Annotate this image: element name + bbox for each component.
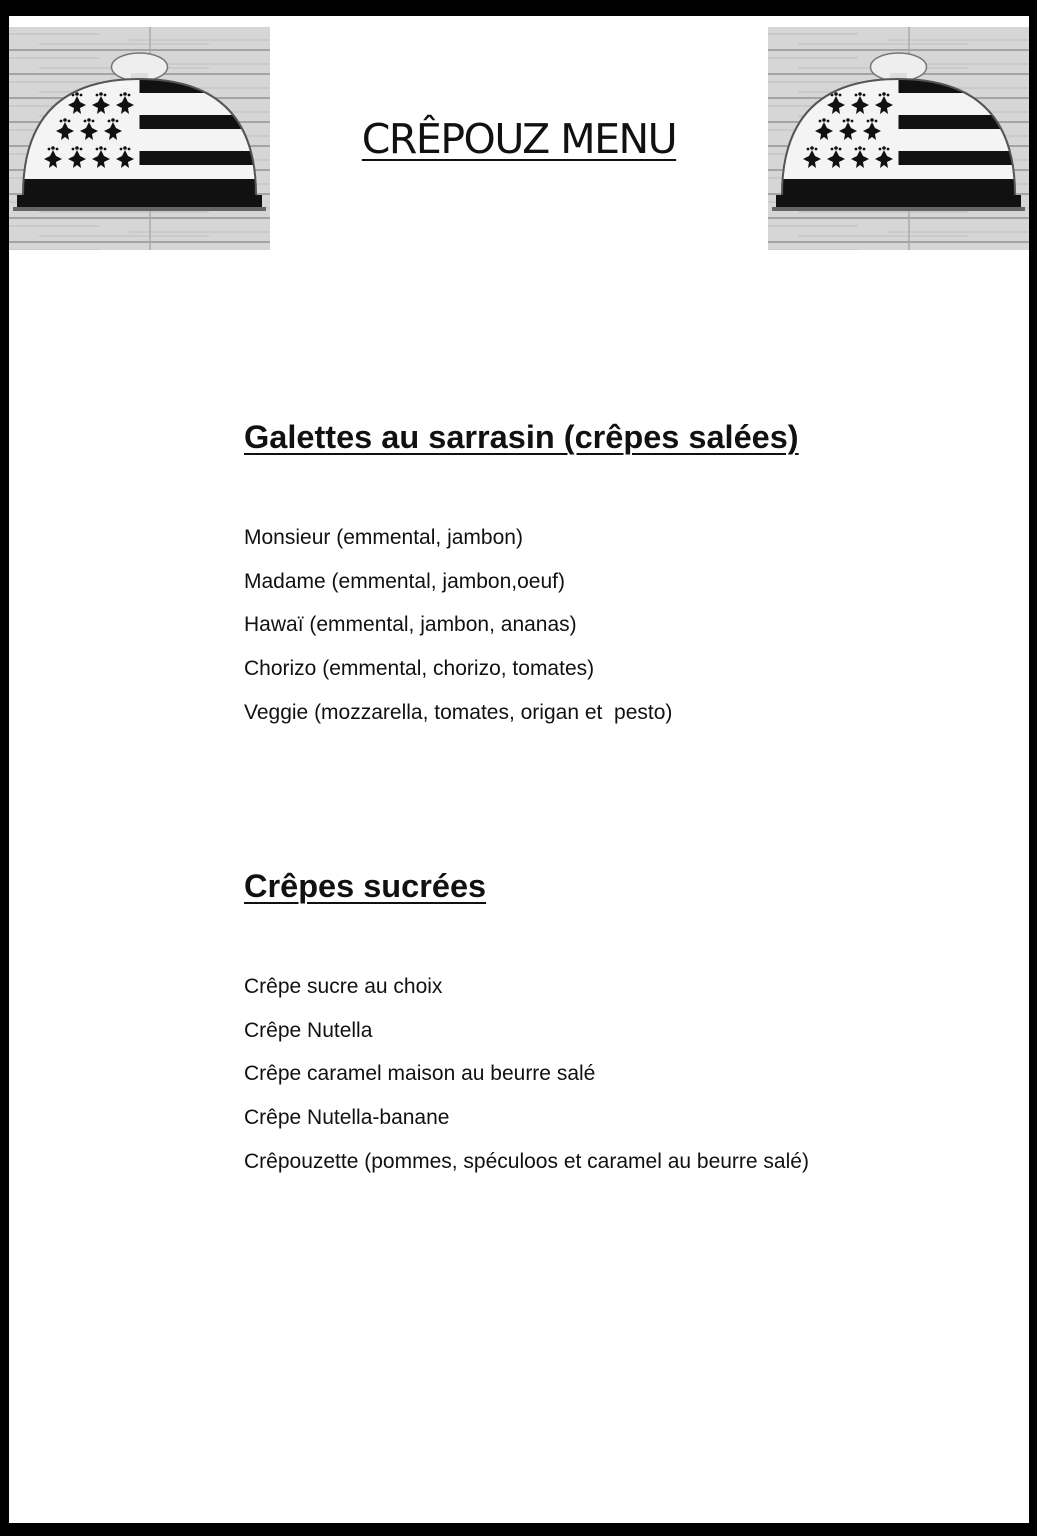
menu-list <box>244 965 809 1183</box>
menu-item: Crêpe Nutella <box>244 1018 373 1042</box>
menu-item: Crêpe caramel maison au beurre salé <box>244 1062 596 1086</box>
menu-item: Crêpouzette (pommes, spéculoos et caramel au beurre salé) <box>244 1149 809 1173</box>
menu-item: Crêpe sucre au choix <box>244 975 443 998</box>
menu-item: Chorizo (emmental, chorizo, tomates) <box>244 657 595 681</box>
menu-item: Hawaï (emmental, jambon, ananas) <box>244 613 577 637</box>
menu-item: Crêpe Nutella-banane <box>244 1106 450 1130</box>
menu-item: Veggie (mozzarella, tomates, origan et pesto) <box>244 700 673 724</box>
section-crepes-sucrees <box>244 868 809 1183</box>
menu-item: Madame (emmental, jambon,oeuf) <box>244 569 565 593</box>
page-title: CRÊPOUZ MENU <box>361 115 677 163</box>
menu-list <box>244 516 799 734</box>
section-heading: Crêpes sucrées <box>244 868 487 904</box>
section-galettes <box>244 419 799 734</box>
section-heading: Galettes au sarrasin (crêpes salées) <box>244 419 799 455</box>
menu-item: Monsieur (emmental, jambon) <box>244 526 523 549</box>
